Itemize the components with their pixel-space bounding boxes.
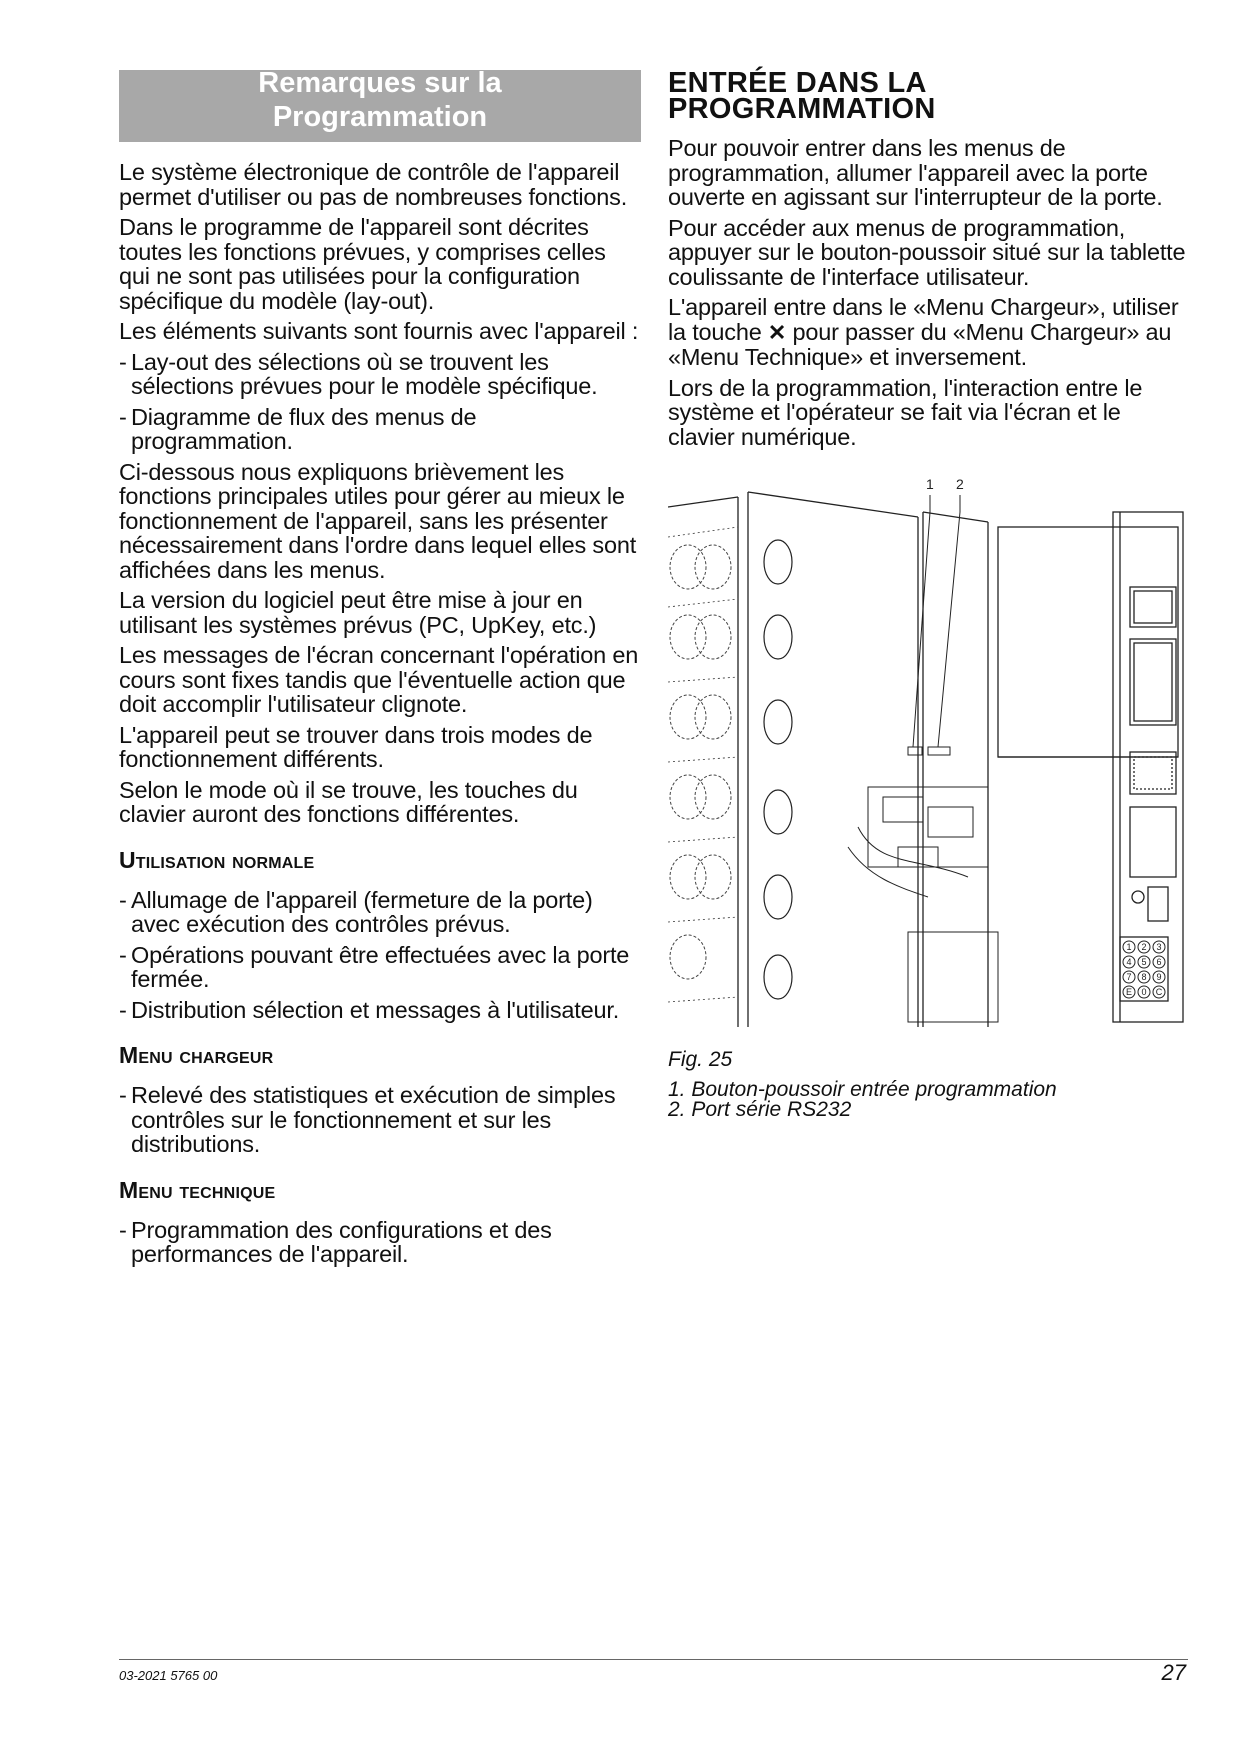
list-item: - Allumage de l'appareil (fermeture de la porte) avec exécution des contrôles prévus. <box>119 886 593 937</box>
left-body <box>119 160 641 1267</box>
paragraph: Le système électronique de contrôle de l'appareil permet d'utiliser ou pas de nombreuses fonctions. <box>119 159 628 210</box>
svg-text:C: C <box>1155 987 1163 997</box>
svg-text:2: 2 <box>1141 942 1147 952</box>
paragraph-key: L'appareil entre dans le «Menu Chargeur», utiliser la touche ✕ pour passer du «Menu Chargeur» au «Menu Technique» et inversement. <box>668 294 1179 370</box>
paragraph: Pour accéder aux menus de programmation, appuyer sur le bouton-poussoir situé sur la tablette coulissante de l'interface utilisateur. <box>668 214 1186 290</box>
section-banner <box>119 70 641 142</box>
footer-divider <box>119 1659 1188 1660</box>
section-heading-technical-menu: Menu technique <box>119 1176 276 1203</box>
svg-text:9: 9 <box>1156 972 1162 982</box>
svg-text:E: E <box>1125 987 1133 997</box>
x-key-icon: ✕ <box>767 319 787 345</box>
banner-line-2: Programmation <box>272 101 488 133</box>
legend-item: 1. Bouton-poussoir entrée programmation <box>668 1078 1057 1101</box>
figure-vending-machine <box>668 467 1188 1042</box>
page-title <box>668 67 1188 125</box>
svg-text:3: 3 <box>1156 942 1162 952</box>
paragraph: Lors de la programmation, l'interaction entre le système et l'opérateur se fait via l'écran et le clavier numérique. <box>668 374 1143 450</box>
svg-text:8: 8 <box>1141 972 1147 982</box>
paragraph: Selon le mode où il se trouve, les touches du clavier auront des fonctions différentes. <box>119 776 578 827</box>
list-item: - Diagramme de flux des menus de programmation. <box>119 403 477 454</box>
paragraph: L'appareil peut se trouver dans trois modes de fonctionnement différents. <box>119 721 593 772</box>
paragraph: Ci-dessous nous expliquons brièvement les fonctions principales utiles pour gérer au mieux le fonctionnement de l'appareil, sans les présenter nécessairement dans l'ordre dans lequel elles sont affichées dans les menus. <box>119 458 637 583</box>
title-line-1: ENTRÉE DANS LA <box>668 67 927 99</box>
paragraph: Dans le programme de l'appareil sont décrites toutes les fonctions prévues, y comprises celles qui ne sont pas utilisées pour la configuration spécifique du modèle (lay-out). <box>119 214 606 314</box>
legend-item: 2. Port série RS232 <box>668 1098 852 1121</box>
list-item: - Distribution sélection et messages à l'utilisateur. <box>119 996 620 1023</box>
paragraph: Les éléments suivants sont fournis avec l'appareil : <box>119 318 639 344</box>
paragraph: Pour pouvoir entrer dans les menus de programmation, allumer l'appareil avec la porte ouverte en agissant sur l'interrupteur de la porte. <box>668 135 1163 210</box>
paragraph: La version du logiciel peut être mise à jour en utilisant les systèmes prévus (PC, UpKey, etc.) <box>119 587 597 638</box>
document-code: 03-2021 5765 00 <box>119 1668 218 1683</box>
list-item: - Programmation des configurations et des performances de l'appareil. <box>119 1216 552 1267</box>
figure-legend <box>668 1080 1188 1120</box>
callout-1: 1 <box>926 476 934 492</box>
section-heading-loader-menu: Menu chargeur <box>119 1042 274 1068</box>
list-item: - Lay-out des sélections où se trouvent les sélections prévues pour le modèle spécifique. <box>119 348 598 399</box>
svg-text:6: 6 <box>1156 957 1162 967</box>
svg-text:7: 7 <box>1126 972 1132 982</box>
svg-text:0: 0 <box>1141 987 1147 997</box>
right-column <box>668 67 1188 1121</box>
keypad <box>1123 941 1165 998</box>
page-number: 27 <box>1161 1660 1186 1685</box>
list-item: - Opérations pouvant être effectuées avec la porte fermée. <box>119 941 630 992</box>
section-heading-normal-use: Utilisation normale <box>119 846 315 873</box>
list-item: - Relevé des statistiques et exécution de simples contrôles sur le fonctionnement et sur les distributions. <box>119 1082 616 1157</box>
svg-text:5: 5 <box>1141 957 1147 967</box>
banner-line-1: Remarques sur la <box>258 70 502 99</box>
svg-text:4: 4 <box>1126 957 1132 967</box>
callout-2: 2 <box>956 476 964 492</box>
left-column <box>119 70 641 1273</box>
vending-machine-illustration <box>668 467 1188 1042</box>
title-line-2: PROGRAMMATION <box>668 93 936 125</box>
paragraph: Les messages de l'écran concernant l'opération en cours sont fixes tandis que l'éventuelle action que doit accomplir l'utilisateur clignote. <box>119 642 639 717</box>
figure-caption: Fig. 25 <box>668 1048 733 1071</box>
svg-text:1: 1 <box>1126 942 1132 952</box>
